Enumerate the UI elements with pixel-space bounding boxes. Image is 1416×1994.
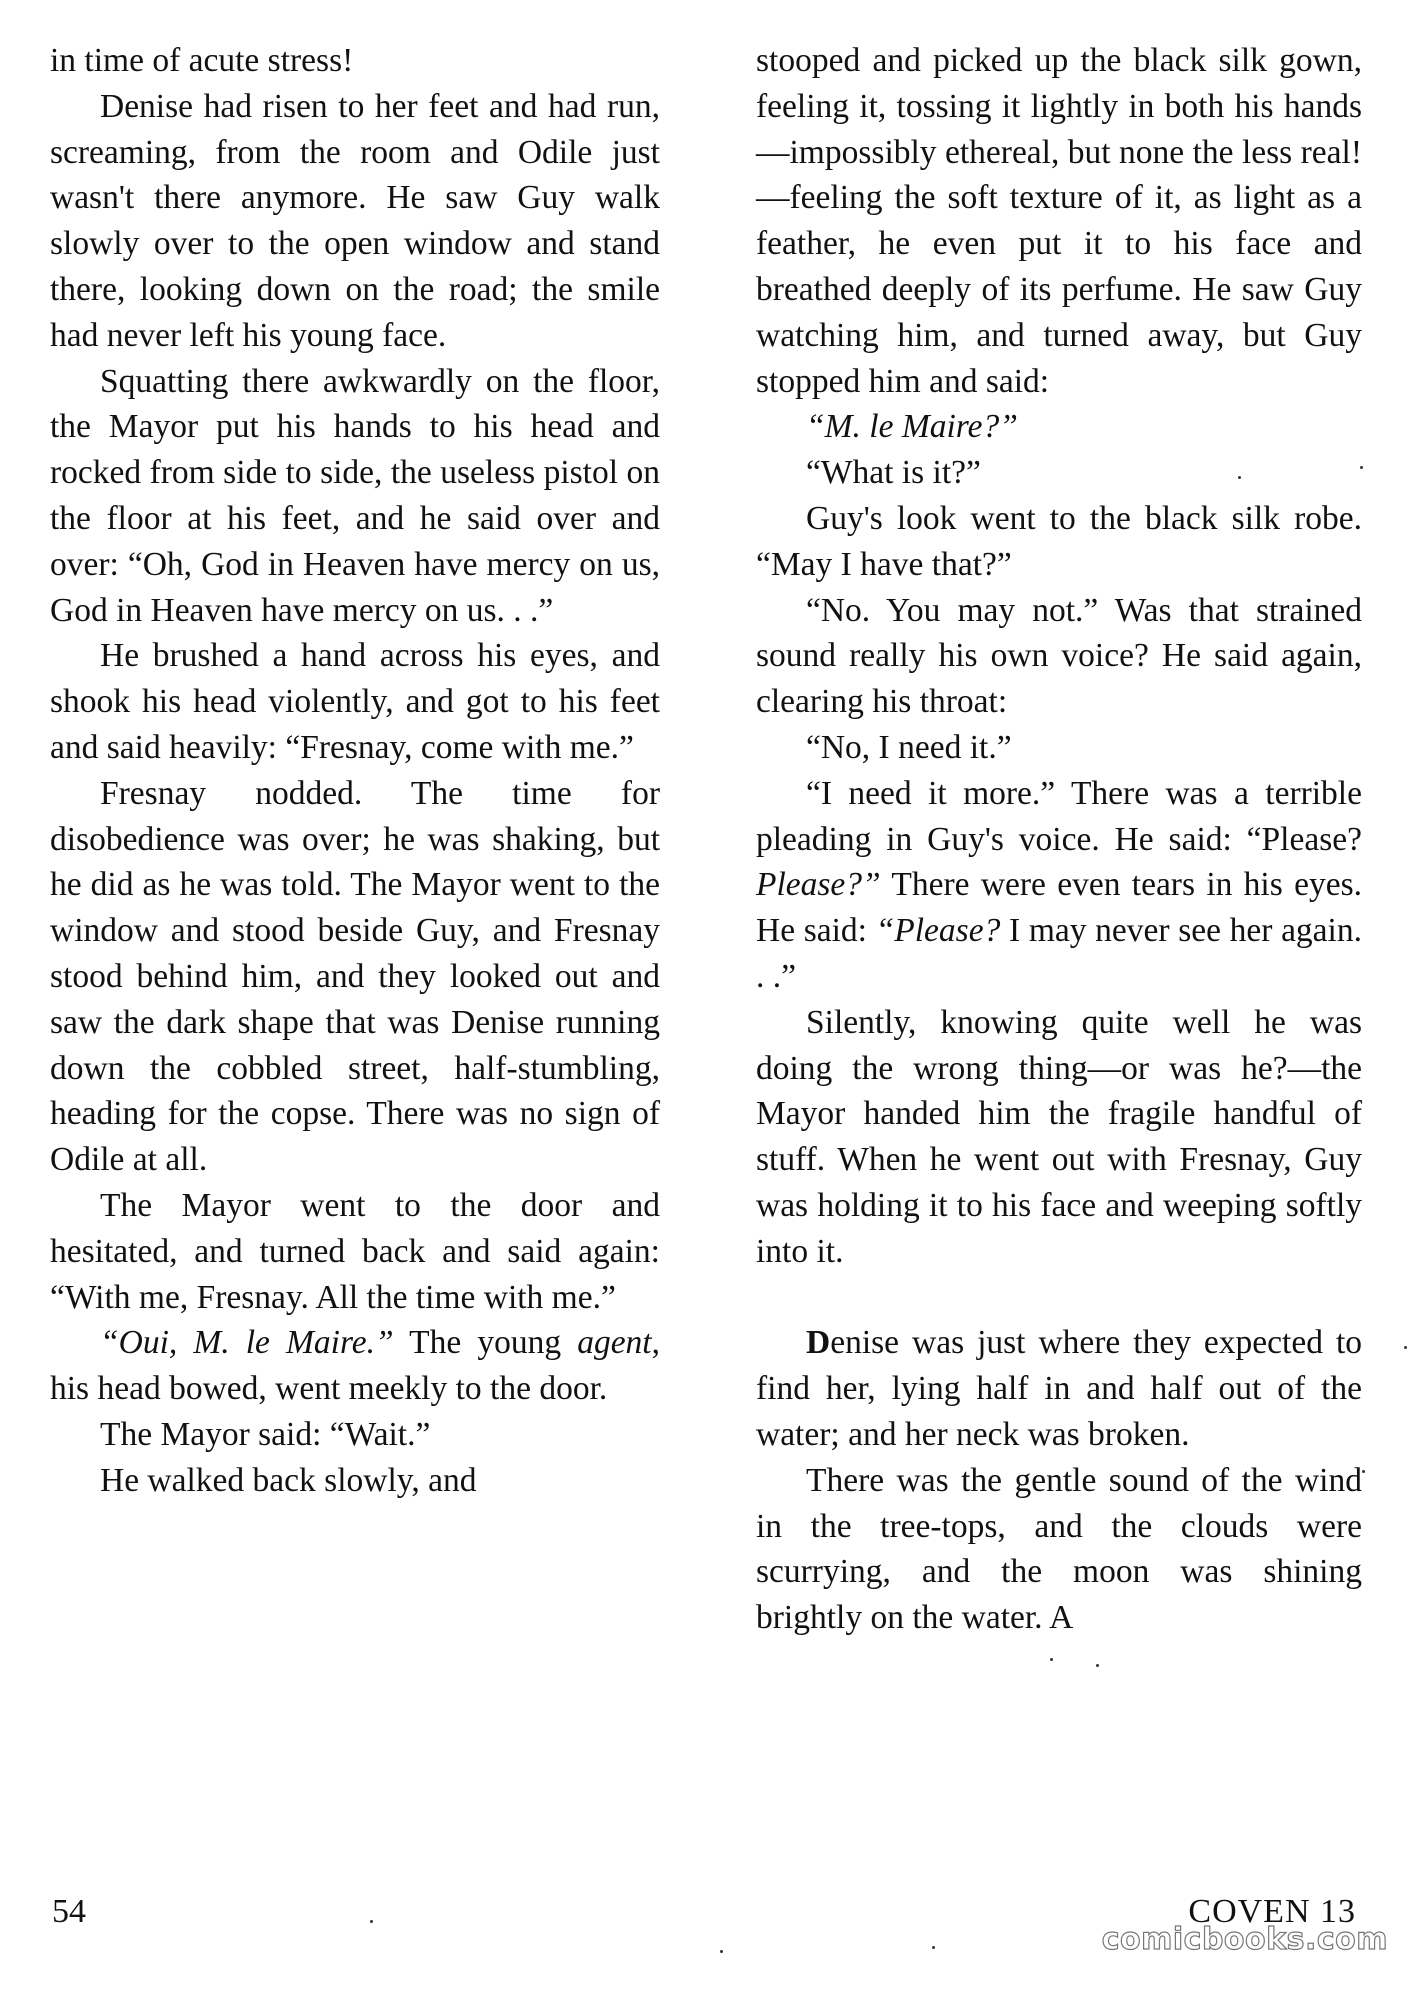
print-speck xyxy=(1096,1664,1099,1667)
paragraph: “No. You may not.” Was that strained sound really his own voice? He said again, clearing his throat: xyxy=(756,591,1362,721)
italic-text: “M. le Maire?” xyxy=(806,408,1018,446)
print-speck xyxy=(1238,476,1241,479)
paragraph: He brushed a hand across his eyes, and shook his head violently, and got to his feet and said heavily: “Fresnay, come with me.” xyxy=(50,637,660,766)
paragraph: stooped and picked up the black silk gown, feeling it, tossing it lightly in both his hands—impossibly ethereal, but none the less real!—feeling the soft texture of it, as light as a feather, he even put it to his face and breathed deeply of its perfume. He saw Guy watching him, and turned away, but Guy stopped him and said: xyxy=(756,42,1362,400)
section-opening-paragraph xyxy=(756,1320,1362,1457)
print-speck xyxy=(1404,1346,1407,1349)
paragraph xyxy=(756,404,1362,450)
paragraph: “No, I need it.” xyxy=(806,728,1012,766)
print-speck xyxy=(1360,466,1363,469)
italic-text: agent xyxy=(577,1324,652,1362)
text-run: enise was just where they expected to find her, lying half in and half out of the water; and her neck was broken. xyxy=(756,1324,1362,1453)
paragraph: There was the gentle sound of the wind in the tree-tops, and the clouds were scurrying, and the moon was shining brightly on the water. A xyxy=(756,1461,1362,1637)
text-run: I may never see her again. . .” xyxy=(756,912,1362,995)
paragraph: Squatting there awkwardly on the floor, the Mayor put his hands to his head and rocked from side to side, the useless pistol on the floor at his feet, and he said over and over: “Oh, God in Heaven have mercy on us, God in Heaven have mercy on us. . .” xyxy=(50,362,660,629)
paragraph: Silently, knowing quite well he was doing the wrong thing—or was he?—the Mayor handed him the fragile handful of stuff. When he went out with Fresnay, Guy was holding it to his face and weeping softly into it. xyxy=(756,1003,1362,1270)
text-run: , his head bowed, went meekly to the door. xyxy=(50,1324,660,1408)
drop-cap-letter: D xyxy=(806,1324,831,1362)
print-speck xyxy=(720,1950,723,1953)
paragraph: The Mayor went to the door and hesitated, and turned back and said again: “With me, Fresnay. All the time with me.” xyxy=(50,1186,660,1316)
page-number: 54 xyxy=(52,1893,86,1930)
print-speck xyxy=(932,1946,935,1949)
italic-text: Please?” xyxy=(756,866,881,904)
running-title: COVEN 13 xyxy=(1188,1893,1356,1930)
left-text-column xyxy=(50,38,660,1504)
text-run: There were even tears in his eyes. He said: xyxy=(756,866,1362,950)
italic-text: “Please? xyxy=(875,912,1001,950)
paragraph: in time of acute stress! xyxy=(50,42,354,79)
print-speck xyxy=(370,1920,373,1923)
italic-text: “Oui, M. le Maire.” xyxy=(100,1324,394,1362)
print-speck xyxy=(1050,1658,1053,1661)
paragraph: The Mayor said: “Wait.” xyxy=(100,1415,431,1453)
paragraph: Guy's look went to the black silk robe. “May I have that?” xyxy=(756,499,1362,583)
paragraph: Fresnay nodded. The time for disobedience was over; he was shaking, but he did as he was told. The Mayor went to the window and stood beside Guy, and Fresnay stood behind him, and they looked out and saw the dark shape that was Denise running down the cobbled street, half-stumbling, heading for the copse. There was no sign of Odile at all. xyxy=(50,774,660,1179)
paragraph xyxy=(756,771,1362,1000)
paragraph: “What is it?” xyxy=(806,454,981,492)
right-text-column xyxy=(756,38,1362,1641)
print-speck xyxy=(1362,1470,1365,1473)
paragraph: Denise had risen to her feet and had run, screaming, from the room and Odile just wasn't there anymore. He saw Guy walk slowly over to the open window and stand there, looking down on the road; the smile had never left his young face. xyxy=(50,87,660,354)
paragraph: He walked back slowly, and xyxy=(100,1461,477,1499)
watermark-logo: comicbooks.com xyxy=(1101,1922,1388,1957)
text-run: The young xyxy=(393,1324,578,1362)
paragraph xyxy=(50,1320,660,1412)
text-run: “I need it more.” There was a terrible pleading in Guy's voice. He said: “Please? xyxy=(756,774,1362,858)
